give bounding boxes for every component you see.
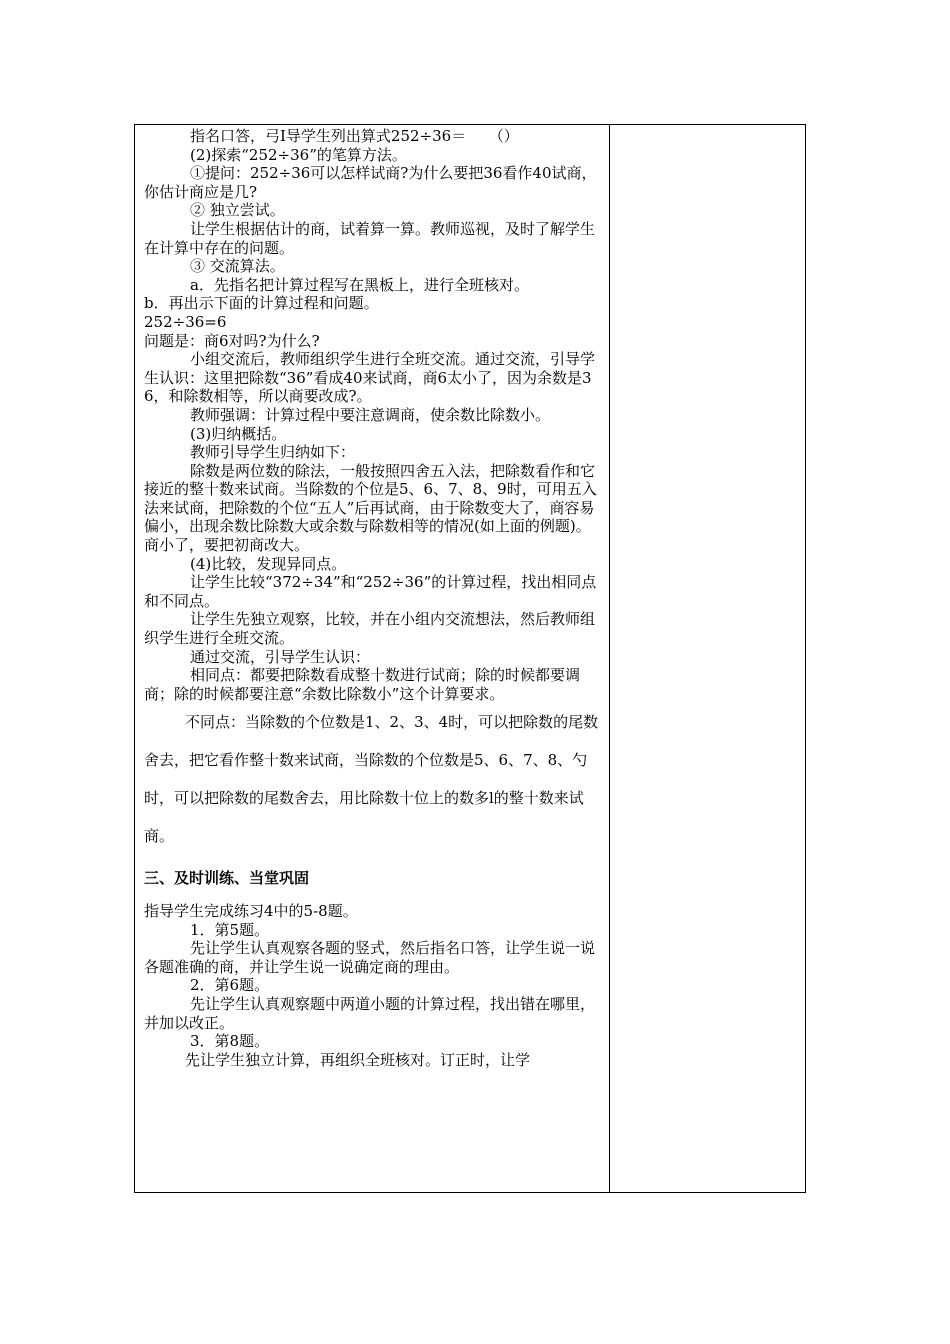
text-line: 2．第6题。 (190, 976, 270, 995)
text-line: 3．第8题。 (190, 1032, 270, 1051)
text-line: b．再出示下面的计算过程和问题。 (144, 294, 379, 313)
text-line: ② 独立尝试。 (190, 201, 285, 220)
text-line: 让学生先独立观察，比较，并在小组内交流想法，然后教师组织学生进行全班交流。 (144, 610, 596, 648)
text-line: (2)探索“252÷36”的笔算方法。 (190, 145, 407, 164)
text-line: 除数是两位数的除法，一般按照四舍五入法，把除数看作和它接近的整十数来试商。当除数的个位是5、6、7、8、9时，可用五入法来试商，把除数的个位“五人”后再试商，由于除数变大了，商容易偏小，出现余数比除数大或余数与除数相等的情况(如上面的例题)。商小了，要把初商改大。 (144, 461, 597, 555)
text-line: 先让学生独立计算，再组织全班核对。订正时，让学 (185, 1050, 531, 1069)
text-line: 先让学生认真观察各题的竖式，然后指名口答，让学生说一说各题准确的商，并让学生说一说确定商的理由。 (144, 939, 596, 976)
text-line: 指名口答，弓I导学生列出算式252÷36＝ （） (190, 127, 519, 145)
text-line: 问题是：商6对吗?为什么? (144, 331, 320, 350)
text-line: 相同点：都要把除数看成整十数进行试商；除的时候都要调商；除的时候都要注意“余数比除数小”这个计算要求。 (144, 666, 581, 703)
text-line: 教师引导学生归纳如下： (190, 443, 356, 462)
text-line: 指导学生完成练习4中的5-8题。 (144, 902, 358, 920)
text-line: 通过交流，引导学生认识： (190, 647, 371, 666)
text-line: ①提问：252÷36可以怎样试商?为什么要把36看作40试商，你估计商应是几? (144, 164, 597, 201)
text-line: 教师强调：计算过程中要注意调商，使余数比除数小。 (190, 405, 551, 424)
text-line: (3)归纳概括。 (190, 424, 287, 443)
text-line: 252÷36=6 (144, 312, 227, 331)
section-heading: 三、及时训练、当堂巩固 (144, 869, 310, 888)
text-line: 让学生比较“372÷34”和“252÷36”的计算过程，找出相同点和不同点。 (144, 573, 597, 610)
lesson-content-cell (144, 127, 604, 1187)
lesson-table (134, 124, 806, 1193)
text-line: 1．第5题。 (190, 920, 270, 939)
text-line: 让学生根据估计的商，试着算一算。教师巡视，及时了解学生在计算中存在的问题。 (144, 219, 596, 257)
text-line: 先让学生认真观察题中两道小题的计算过程，找出错在哪里，并加以改正。 (144, 994, 596, 1032)
notes-cell (610, 125, 805, 1192)
text-line: a．先指名把计算过程写在黑板上，进行全班核对。 (190, 275, 529, 294)
text-line: (4)比较，发现异同点。 (190, 554, 347, 573)
text-line: 小组交流后，教师组织学生进行全班交流。通过交流，引导学生认识：这里把除数“36”看成40来试商，商6太小了，因为余数是36，和除数相等，所以商要改成?。 (144, 350, 596, 406)
text-line: ③ 交流算法。 (190, 257, 285, 276)
text-paragraph-loose: 不同点：当除数的个位数是1、2、3、4时，可以把除数的尾数舍去，把它看作整十数来试商，当除数的个位数是5、6、7、8、勺时，可以把除数的尾数舍去，用比除数十位上的数多l的整十数来试商。 (144, 713, 599, 846)
